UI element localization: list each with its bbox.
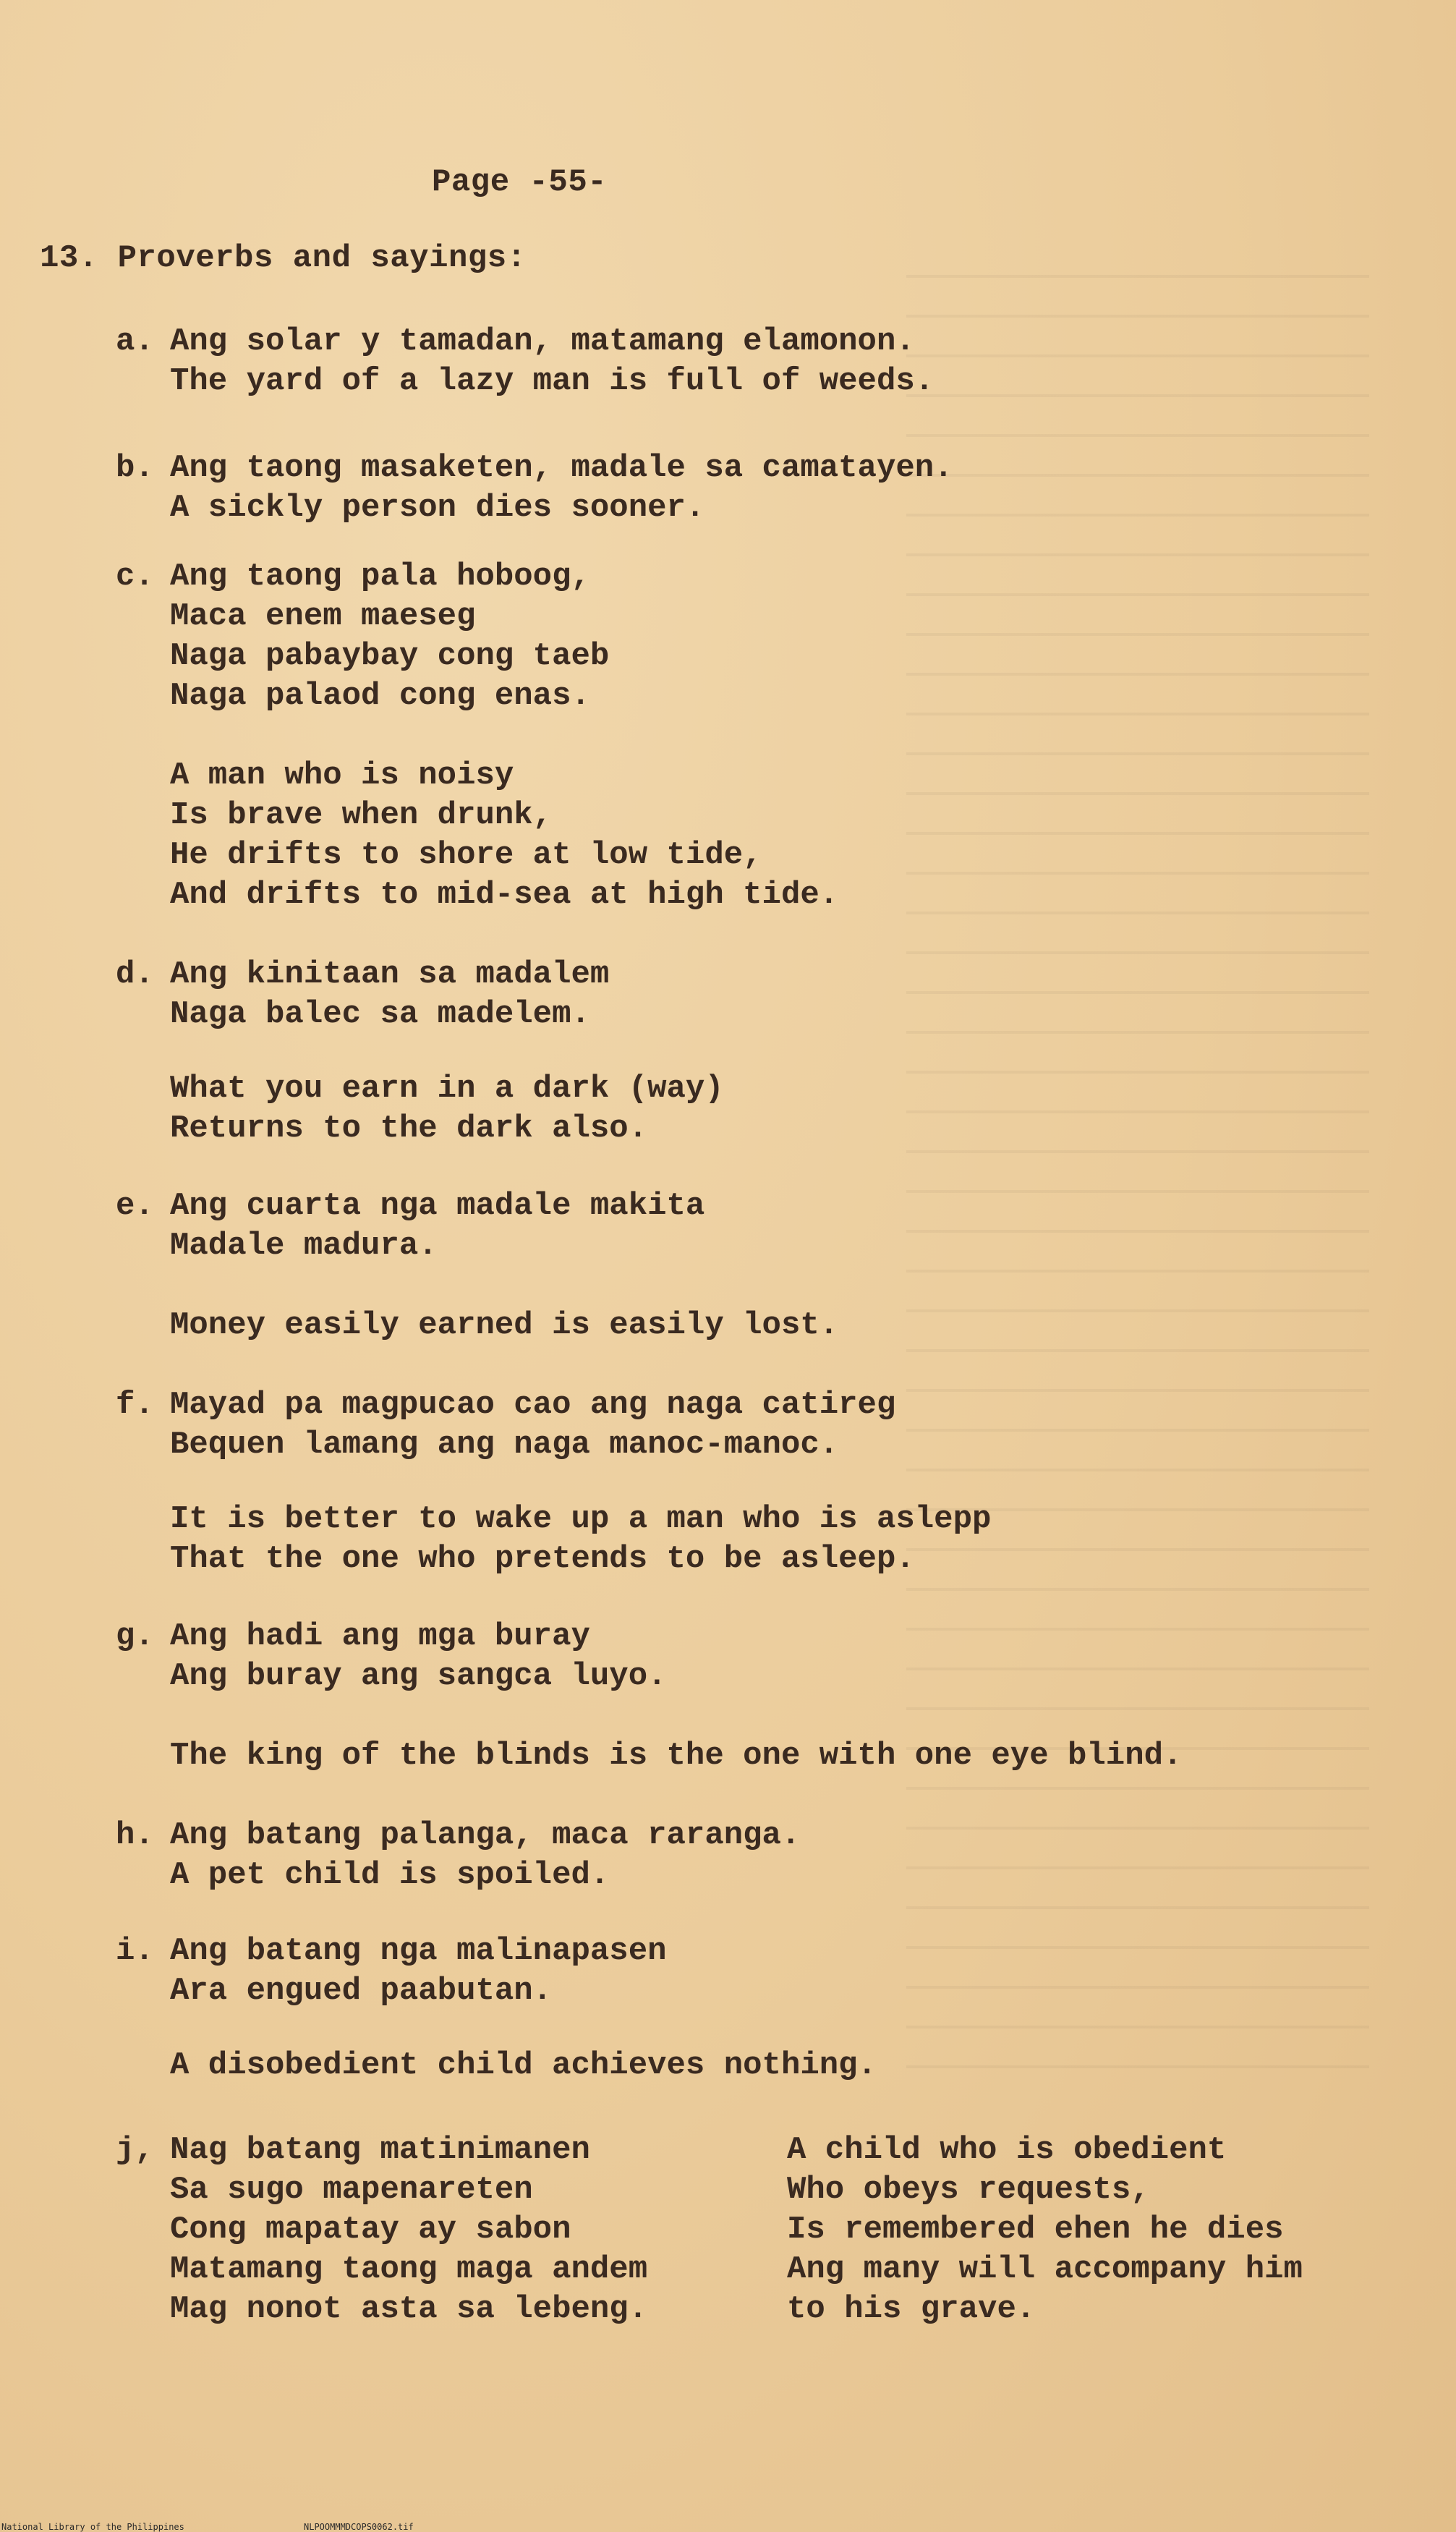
translation-line: Money easily earned is easily lost. xyxy=(170,1307,839,1343)
proverb-line: Mag nonot asta sa lebeng. xyxy=(170,2291,648,2327)
item-label: j, xyxy=(116,2132,154,2168)
proverb-line: Cong mapatay ay sabon xyxy=(170,2212,571,2248)
proverb-line: Sa sugo mapenareten xyxy=(170,2172,533,2208)
proverb-line: Ang batang palanga, maca raranga. xyxy=(170,1817,801,1853)
translation-line: Ang many will accompany him xyxy=(787,2251,1303,2287)
proverb-line: Ang hadi ang mga buray xyxy=(170,1618,590,1654)
translation-line: A sickly person dies sooner. xyxy=(170,490,705,526)
translation-line: A disobedient child achieves nothing. xyxy=(170,2047,877,2083)
translation-line: The yard of a lazy man is full of weeds. xyxy=(170,363,935,399)
translation-line: It is better to wake up a man who is aslepp xyxy=(170,1501,992,1537)
item-label: a. xyxy=(116,323,154,360)
proverb-line: Nag batang matinimanen xyxy=(170,2132,590,2168)
translation-line: The king of the blinds is the one with one eye blind. xyxy=(170,1738,1183,1774)
proverb-line: Ang buray ang sangca luyo. xyxy=(170,1658,667,1694)
translation-line: Who obeys requests, xyxy=(787,2172,1150,2208)
proverb-line: Mayad pa magpucao cao ang naga catireg xyxy=(170,1387,896,1423)
item-label: b. xyxy=(116,450,154,486)
proverb-line: Ang cuarta nga madale makita xyxy=(170,1188,705,1224)
translation-line: A pet child is spoiled. xyxy=(170,1857,610,1893)
item-label: h. xyxy=(116,1817,154,1853)
translation-line: What you earn in a dark (way) xyxy=(170,1071,724,1107)
proverb-line: Maca enem maeseg xyxy=(170,598,476,634)
footer-library: National Library of the Philippines xyxy=(1,2522,184,2532)
proverb-line: Matamang taong maga andem xyxy=(170,2251,648,2287)
page-number: Page -55- xyxy=(432,164,608,200)
proverb-line: Ang taong pala hoboog, xyxy=(170,558,590,595)
item-label: e. xyxy=(116,1188,154,1224)
proverb-line: Bequen lamang ang naga manoc-manoc. xyxy=(170,1427,839,1463)
item-label: i. xyxy=(116,1933,154,1969)
item-label: c. xyxy=(116,558,154,595)
proverb-line: Ang taong masaketen, madale sa camatayen. xyxy=(170,450,953,486)
translation-line: And drifts to mid-sea at high tide. xyxy=(170,877,839,913)
proverb-line: Naga balec sa madelem. xyxy=(170,996,590,1032)
proverb-line: Naga pabaybay cong taeb xyxy=(170,638,610,674)
item-label: g. xyxy=(116,1618,154,1654)
translation-line: That the one who pretends to be asleep. xyxy=(170,1541,915,1577)
proverb-line: Ang kinitaan sa madalem xyxy=(170,956,610,993)
proverb-line: Ang solar y tamadan, matamang elamonon. xyxy=(170,323,915,360)
item-label: f. xyxy=(116,1387,154,1423)
footer-filename: NLPOOMMMDCOPS0062.tif xyxy=(304,2522,414,2532)
translation-line: He drifts to shore at low tide, xyxy=(170,837,762,873)
translation-line: A man who is noisy xyxy=(170,757,514,794)
translation-line: Is remembered ehen he dies xyxy=(787,2212,1284,2248)
proverb-line: Naga palaod cong enas. xyxy=(170,678,590,714)
translation-line: Is brave when drunk, xyxy=(170,797,553,833)
translation-line: Returns to the dark also. xyxy=(170,1110,648,1147)
item-label: d. xyxy=(116,956,154,993)
proverb-line: Ang batang nga malinapasen xyxy=(170,1933,667,1969)
proverb-line: Madale madura. xyxy=(170,1228,438,1264)
section-title: 13. Proverbs and sayings: xyxy=(40,240,527,276)
bleed-through-text xyxy=(906,275,1369,2083)
translation-line: to his grave. xyxy=(787,2291,1036,2327)
translation-line: A child who is obedient xyxy=(787,2132,1227,2168)
proverb-line: Ara engued paabutan. xyxy=(170,1973,553,2009)
